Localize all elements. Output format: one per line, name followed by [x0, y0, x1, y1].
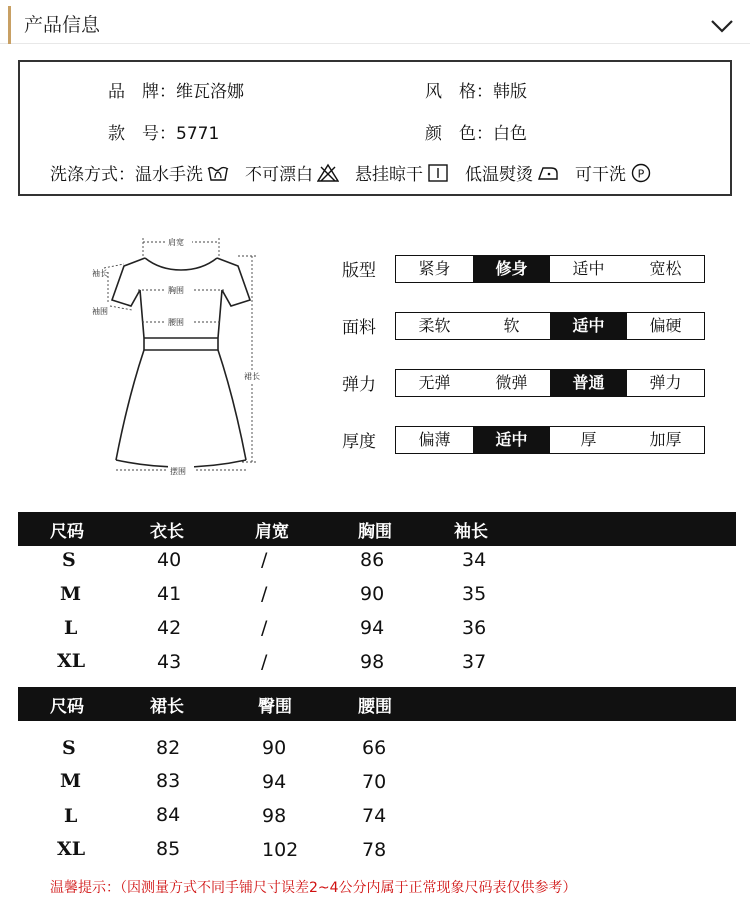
size-table-2-header [18, 687, 736, 721]
color-value: 白色 [493, 124, 527, 144]
table-cell: 94 [262, 771, 287, 793]
size-cell: S [62, 737, 76, 759]
table-cell: / [261, 617, 268, 639]
fabric-label: 面料 [342, 318, 376, 338]
brand-label: 品 牌： [108, 82, 176, 102]
size-cell: M [60, 583, 82, 605]
color-row [425, 119, 527, 144]
fabric-row [342, 312, 722, 340]
column-header: 腰围 [358, 697, 392, 717]
table-cell: / [261, 549, 268, 571]
no-bleach-icon [317, 163, 339, 183]
table-cell: 98 [262, 805, 287, 827]
elasticity-option: 微弹 [495, 373, 528, 392]
fit-option: 修身 [473, 256, 550, 282]
column-header: 肩宽 [255, 522, 289, 542]
column-header: 尺码 [50, 697, 84, 717]
size-cell: S [62, 549, 76, 571]
wash-item-label: 温水手洗 [135, 165, 203, 185]
fit-row [342, 255, 722, 283]
fit-scale [395, 255, 705, 283]
product-info-box [18, 60, 732, 196]
table-cell: 35 [462, 583, 487, 605]
thickness-row [342, 426, 722, 454]
size-cell: XL [57, 838, 86, 860]
header-accent-bar [8, 6, 11, 44]
low-iron-icon [537, 163, 559, 183]
table-cell: 82 [156, 737, 181, 759]
column-header: 裙长 [150, 697, 184, 717]
table-cell: 90 [262, 737, 287, 759]
wash-label: 洗涤方式： [50, 165, 135, 185]
wash-item-label: 不可漂白 [245, 165, 313, 185]
table-cell: 84 [156, 804, 181, 826]
hand-wash-icon [207, 163, 229, 183]
dry-clean-icon [630, 163, 652, 183]
table-cell: 41 [157, 583, 182, 605]
size-cell: XL [57, 650, 86, 672]
table-cell: 85 [156, 838, 181, 860]
chest-label: 胸围 [168, 286, 184, 295]
fit-option: 紧身 [418, 259, 451, 278]
wash-item-label: 可干洗 [575, 165, 626, 185]
fabric-option: 柔软 [418, 316, 451, 335]
table-cell: 78 [362, 839, 387, 861]
brand-row [108, 77, 244, 102]
thickness-option: 加厚 [649, 430, 682, 449]
elasticity-option: 普通 [550, 370, 627, 396]
table-cell: 36 [462, 617, 487, 639]
code-value: 5771 [176, 124, 220, 144]
table-cell: 90 [360, 583, 385, 605]
table-cell: 83 [156, 770, 181, 792]
column-header: 胸围 [358, 522, 392, 542]
table-cell: 34 [462, 549, 487, 571]
elasticity-label: 弹力 [342, 375, 376, 395]
table-cell: 86 [360, 549, 385, 571]
table-cell: 98 [360, 651, 385, 673]
waist-label: 腰围 [168, 318, 184, 327]
table-cell: / [261, 583, 268, 605]
fit-label: 版型 [342, 261, 376, 281]
table-cell: 40 [157, 549, 182, 571]
thickness-option: 厚 [580, 430, 597, 449]
wash-item-label: 悬挂晾干 [355, 165, 423, 185]
shoulder-label: 肩宽 [168, 238, 184, 247]
measurement-note: 温馨提示：（因测量方式不同手铺尺寸误差2~4公分内属于正常现象尺码表仅供参考） [50, 880, 577, 896]
fabric-scale [395, 312, 705, 340]
dress-measurement-diagram [88, 228, 268, 486]
table-cell: 66 [362, 737, 387, 759]
section-title: 产品信息 [24, 14, 101, 36]
fit-option: 宽松 [649, 259, 682, 278]
size-cell: L [64, 617, 78, 639]
wash-item-label: 低温熨烫 [465, 165, 533, 185]
line-dry-icon [427, 163, 449, 183]
size-cell: L [64, 805, 78, 827]
thickness-option: 适中 [473, 427, 550, 453]
column-header: 袖长 [454, 522, 488, 542]
brand-value: 维瓦洛娜 [176, 82, 244, 102]
svg-text:P: P [637, 167, 645, 180]
chevron-down-icon[interactable] [710, 18, 734, 34]
code-label: 款 号： [108, 124, 176, 144]
wash-row [50, 160, 668, 185]
cuff-label: 袖围 [92, 307, 108, 316]
fabric-option: 适中 [550, 313, 627, 339]
column-header: 臀围 [258, 697, 292, 717]
table-cell: 37 [462, 651, 487, 673]
elasticity-scale [395, 369, 705, 397]
table-cell: 102 [262, 839, 299, 861]
style-row [425, 77, 527, 102]
fit-option: 适中 [572, 259, 605, 278]
table-cell: 94 [360, 617, 385, 639]
style-value: 韩版 [493, 82, 527, 102]
elasticity-row [342, 369, 722, 397]
table-cell: 42 [157, 617, 182, 639]
thickness-label: 厚度 [342, 432, 376, 452]
thickness-scale [395, 426, 705, 454]
code-row [108, 119, 219, 144]
elasticity-option: 弹力 [649, 373, 682, 392]
thickness-option: 偏薄 [418, 430, 451, 449]
table-cell: 74 [362, 805, 387, 827]
style-label: 风 格： [425, 82, 493, 102]
elasticity-option: 无弹 [418, 373, 451, 392]
color-label: 颜 色： [425, 124, 493, 144]
column-header: 尺码 [50, 522, 84, 542]
size-cell: M [60, 770, 82, 792]
table-cell: 70 [362, 771, 387, 793]
section-header [0, 0, 750, 44]
fabric-option: 软 [503, 316, 520, 335]
table-cell: 43 [157, 651, 182, 673]
column-header: 衣长 [150, 522, 184, 542]
sleeve-label: 袖长 [92, 269, 108, 278]
table-cell: / [261, 651, 268, 673]
hem-label: 摆围 [170, 467, 186, 476]
size-table-1-header [18, 512, 736, 546]
fabric-option: 偏硬 [649, 316, 682, 335]
length-label: 裙长 [244, 372, 260, 381]
